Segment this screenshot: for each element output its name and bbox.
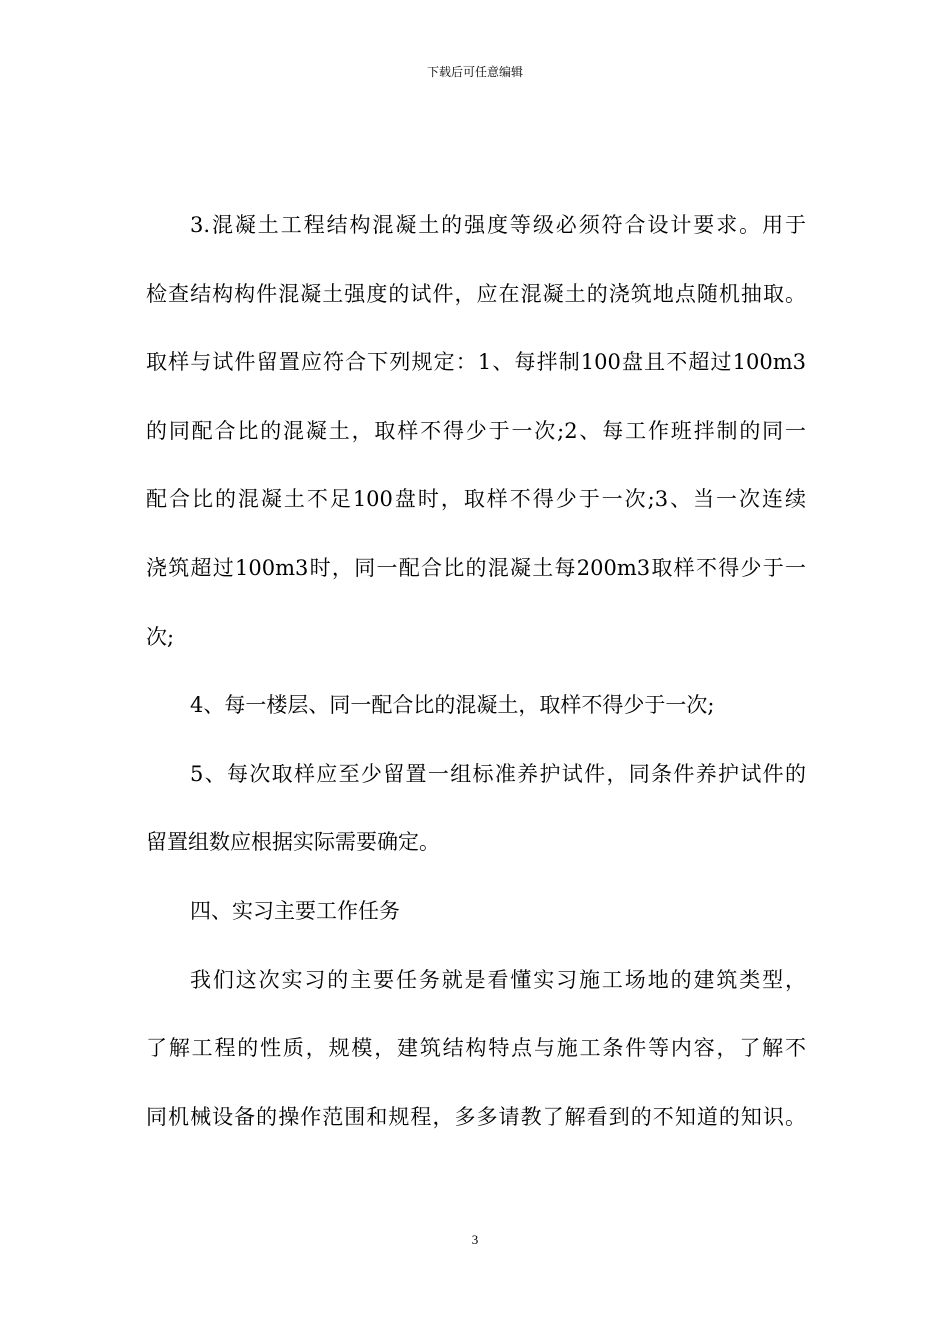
paragraph-line: 留置组数应根据实际需要确定。 <box>146 830 440 855</box>
paragraph-line: 3.混凝土工程结构混凝土的强度等级必须符合设计要求。用于 <box>190 213 806 237</box>
page-number: 3 <box>471 1232 479 1247</box>
paragraph-line: 5、每次取样应至少留置一组标准养护试件，同条件养护试件的 <box>190 761 806 786</box>
document-body <box>146 203 806 1163</box>
paragraph-line: 的同配合比的混凝土，取样不得少于一次;2、每工作班拌制的同一 <box>146 418 806 443</box>
paragraph-line: 浇筑超过100m3时，同一配合比的混凝土每200m3取样不得少于一 <box>146 555 806 580</box>
paragraph-line: 取样与试件留置应符合下列规定：1、每拌制100盘且不超过100m3 <box>146 350 806 375</box>
paragraph-line: 我们这次实习的主要任务就是看懂实习施工场地的建筑类型， <box>190 967 806 992</box>
paragraph-line: 4、每一楼层、同一配合比的混凝土，取样不得少于一次; <box>190 693 715 718</box>
page-header: 下载后可任意编辑 <box>426 65 523 79</box>
paragraph-line: 检查结构构件混凝土强度的试件，应在混凝土的浇筑地点随机抽取。 <box>146 281 806 306</box>
paragraph-line: 配合比的混凝土不足100盘时，取样不得少于一次;3、当一次连续 <box>146 487 806 512</box>
section-heading: 四、实习主要工作任务 <box>190 898 400 923</box>
paragraph-line: 了解工程的性质，规模，建筑结构特点与施工条件等内容，了解不 <box>146 1036 806 1061</box>
paragraph-line: 同机械设备的操作范围和规程，多多请教了解看到的不知道的知识。 <box>146 1104 806 1129</box>
paragraph-line: 次; <box>146 624 175 649</box>
